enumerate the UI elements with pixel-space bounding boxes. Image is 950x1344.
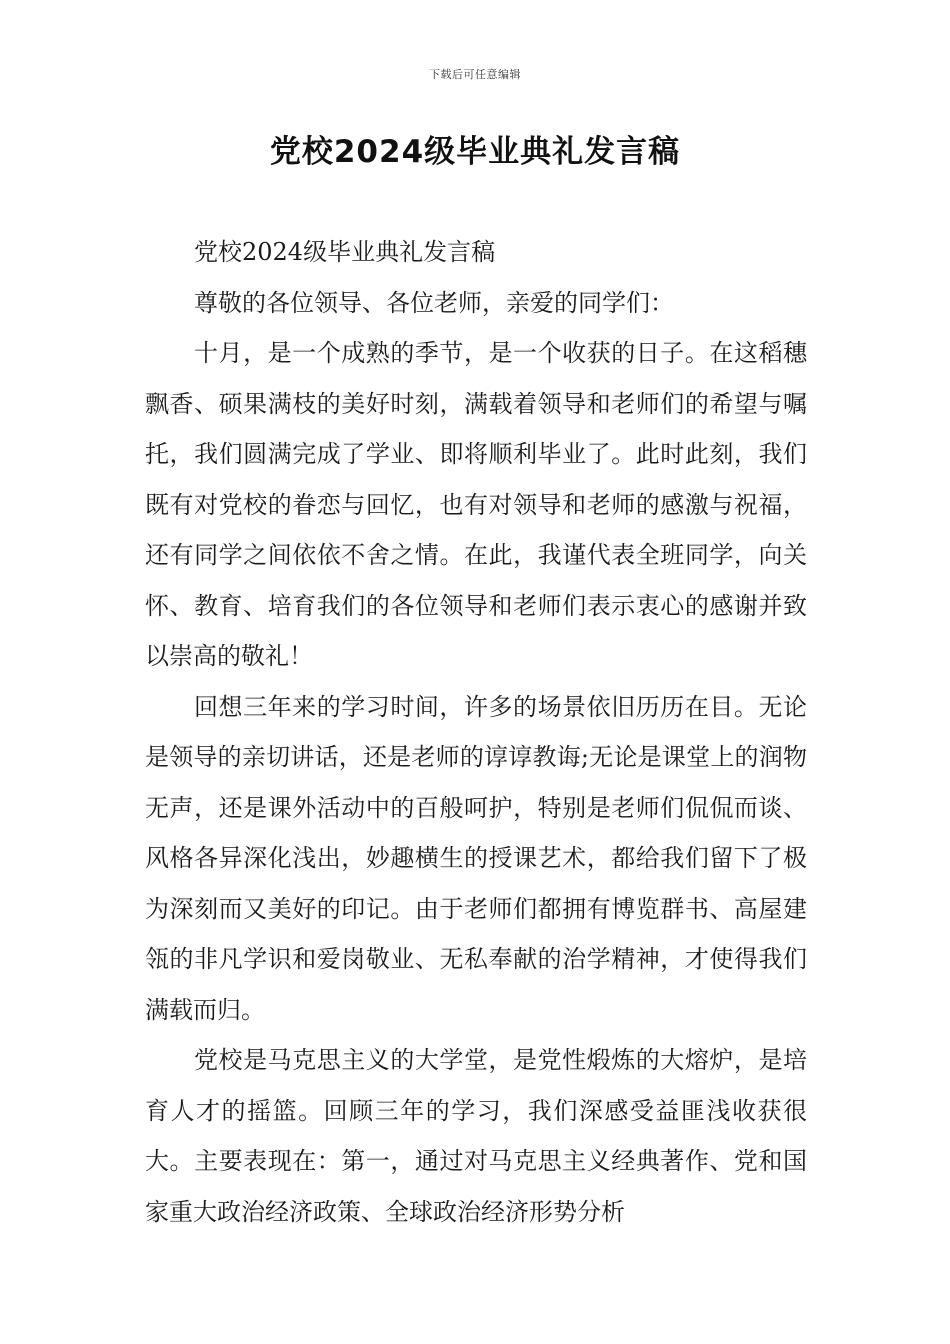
document-body: [145, 227, 807, 1237]
header-note: 下载后可任意编辑: [429, 68, 521, 81]
paragraph-salutation: 尊敬的各位领导、各位老师，亲爱的同学们：: [194, 288, 674, 317]
paragraph: 回想三年来的学习时间，许多的场景依旧历历在目。无论是领导的亲切讲话，还是老师的谆谆教诲;无论是课堂上的润物无声，还是课外活动中的百般呵护，特别是老师们侃侃而谈、风格各异深化浅出，妙趣横生的授课艺术，都给我们留下了极为深刻而又美好的印记。由于老师们都拥有博览群书、高屋建瓴的非凡学识和爱岗敬业、无私奉献的治学精神，才使得我们满载而归。: [145, 692, 807, 1024]
paragraph: 党校是马克思主义的大学堂，是党性煅炼的大熔炉，是培育人才的摇篮。回顾三年的学习，我们深感受益匪浅收获很大。主要表现在：第一，通过对马克思主义经典著作、党和国家重大政治经济政策、全球政治经济形势分析: [145, 1046, 807, 1226]
document-title: 党校2024级毕业典礼发言稿: [269, 134, 681, 170]
paragraph: 十月，是一个成熟的季节，是一个收获的日子。在这稻穗飘香、硕果满枝的美好时刻，满载着领导和老师们的希望与嘱托，我们圆满完成了学业、即将顺利毕业了。此时此刻，我们既有对党校的眷恋与回忆，也有对领导和老师的感激与祝福，还有同学之间依依不舍之情。在此，我谨代表全班同学，向关怀、教育、培育我们的各位领导和老师们表示衷心的感谢并致以崇高的敬礼！: [145, 339, 807, 670]
paragraph-subtitle: 党校2024级毕业典礼发言稿: [194, 238, 496, 266]
